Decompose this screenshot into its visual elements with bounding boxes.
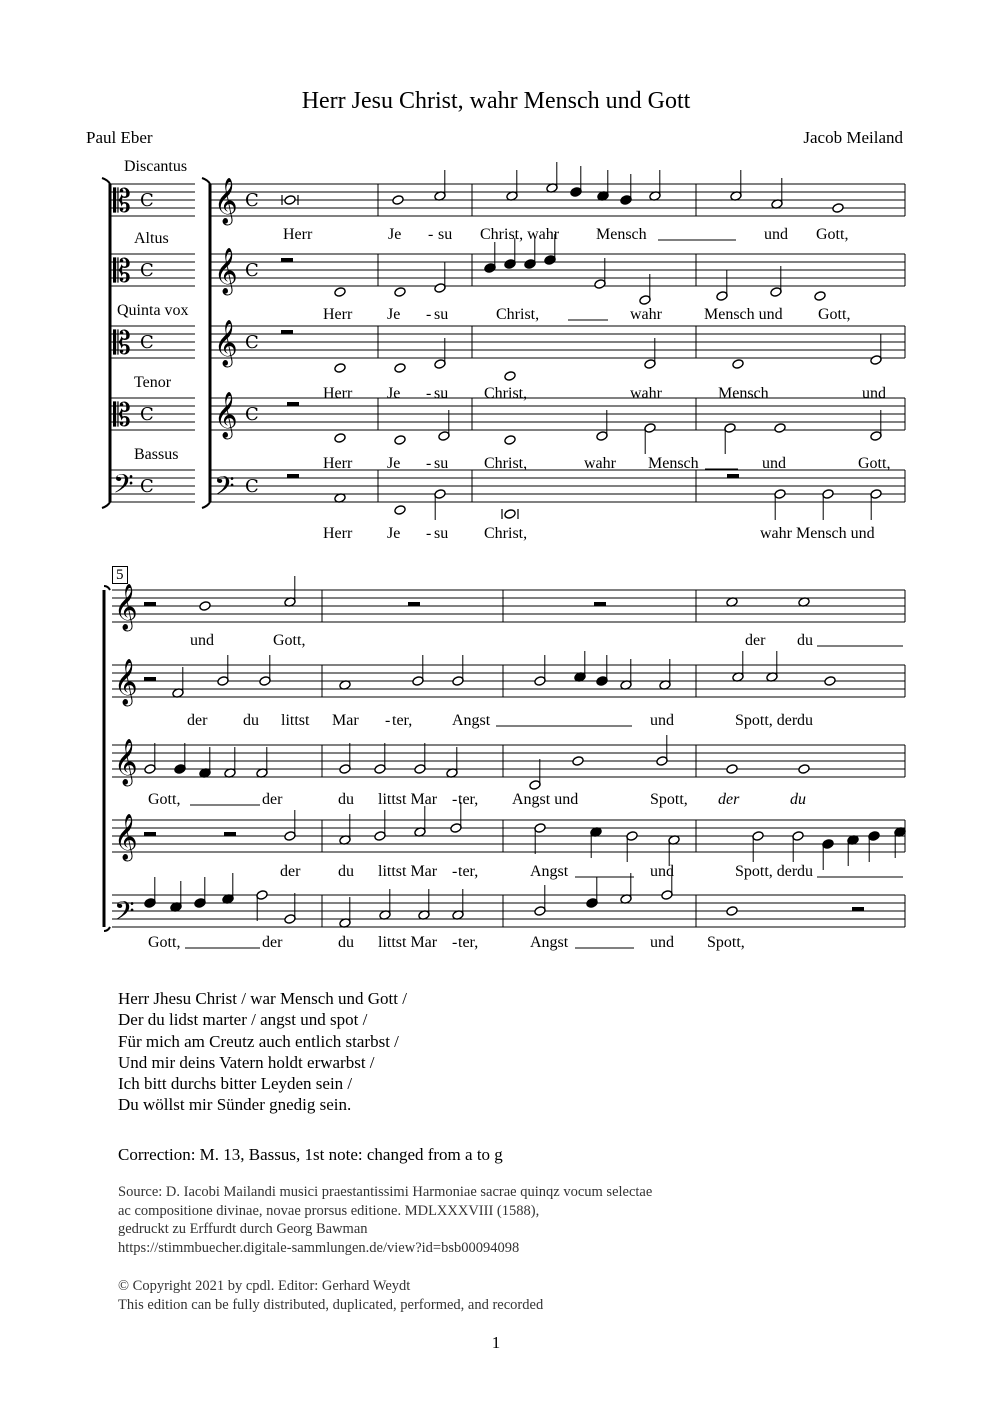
lyric-syllable: du <box>243 712 259 729</box>
lyric-syllable: Gott, <box>273 632 306 649</box>
lyric-syllable: su <box>438 226 453 243</box>
lyric-syllable: Je <box>387 455 401 472</box>
note-head <box>726 764 738 775</box>
lyric-syllable: su <box>434 385 449 402</box>
lyric-syllable: littst Mar <box>378 863 438 880</box>
lyric-syllable: Je <box>388 226 402 243</box>
lyric-syllable: - <box>385 712 391 729</box>
lyric-syllable: ter, <box>458 934 479 951</box>
part-name-bassus: Bassus <box>134 446 179 463</box>
composer-credit: Jacob Meiland <box>803 128 903 147</box>
note-head <box>726 906 738 917</box>
time-signature-icon: C <box>245 404 259 425</box>
poet-credit: Paul Eber <box>86 128 153 147</box>
lyric-syllable: der <box>187 712 208 729</box>
lyric-syllable: Mensch <box>648 455 699 472</box>
lyric-syllable: littst Mar <box>378 791 438 808</box>
lyric-syllable: wahr <box>630 385 662 402</box>
clef-icon: 𝄡 <box>113 252 131 290</box>
lyric-syllable: - <box>426 385 432 402</box>
part-name-tenor: Tenor <box>134 374 172 391</box>
lyric-syllable: Je <box>387 525 401 542</box>
lyric-syllable: und <box>764 226 788 243</box>
lyric-syllable: Mensch <box>596 226 647 243</box>
lyric-syllable: Herr <box>283 226 313 243</box>
lyric-syllable: Spott, <box>707 934 745 951</box>
clef-icon: 𝄞 <box>214 392 238 438</box>
clef-icon: 𝄞 <box>214 178 238 224</box>
lyric-syllable: Herr <box>323 525 353 542</box>
half-rest <box>144 832 156 836</box>
lyric-syllable: - <box>452 791 458 808</box>
note-head <box>824 676 836 687</box>
half-rest <box>852 907 864 911</box>
lyric-syllable: der <box>280 863 301 880</box>
half-rest <box>594 602 606 606</box>
lyric-syllable: su <box>434 455 449 472</box>
lyric-syllable: Herr <box>323 385 353 402</box>
lyric-syllable: Gott, <box>148 791 181 808</box>
note-head <box>798 764 810 775</box>
lyric-syllable: - <box>426 525 432 542</box>
correction-note: Correction: M. 13, Bassus, 1st note: changed from a to g <box>118 1145 503 1164</box>
lyric-syllable: Spott, der <box>735 712 798 729</box>
lyric-syllable: der <box>718 791 740 808</box>
clef-icon: 𝄢 <box>113 468 134 506</box>
lyric-syllable: du <box>797 712 813 729</box>
lyric-syllable: Christ, <box>484 455 528 472</box>
half-rest <box>408 602 420 606</box>
lyric-syllable: du <box>338 863 354 880</box>
note-head <box>199 601 211 612</box>
page-title: Herr Jesu Christ, wahr Mensch und Gott <box>301 88 691 114</box>
clef-icon: 𝄞 <box>114 814 138 860</box>
poem-line: Der du lidst marter / angst und spot / <box>118 1010 368 1030</box>
time-signature-icon: C <box>245 190 259 211</box>
lyric-syllable: Gott, <box>816 226 849 243</box>
clef-icon: 𝄞 <box>114 739 138 785</box>
lyric-syllable: du <box>338 791 354 808</box>
time-signature-icon: C <box>140 404 154 425</box>
lyric-syllable: Angst und <box>512 791 579 808</box>
source-line: Source: D. Iacobi Mailandi musici praestantissimi Harmoniae sacrae quinqz vocum selectae <box>118 1184 653 1200</box>
lyric-syllable: littst Mar <box>378 934 438 951</box>
half-rest <box>144 677 156 681</box>
page-number: 1 <box>491 1333 501 1352</box>
lyric-syllable: Angst <box>530 863 569 880</box>
lyric-syllable: ter, <box>458 863 479 880</box>
lyric-syllable: - <box>426 455 432 472</box>
time-signature-icon: C <box>140 332 154 353</box>
lyric-syllable: - <box>428 226 434 243</box>
lyric-syllable: - <box>452 934 458 951</box>
part-name-discantus: Discantus <box>124 158 188 175</box>
lyric-syllable: Je <box>387 306 401 323</box>
time-signature-icon: C <box>245 476 259 497</box>
source-url: https://stimmbuecher.digitale-sammlungen.de/view?id=bsb00094098 <box>118 1239 520 1256</box>
clef-icon: 𝄢 <box>214 470 235 508</box>
time-signature-icon: C <box>140 260 154 281</box>
lyric-syllable: du <box>797 632 813 649</box>
lyric-syllable: Spott, der <box>735 863 798 880</box>
note-head <box>572 756 584 767</box>
lyric-syllable: Mensch <box>718 385 769 402</box>
clef-icon: 𝄡 <box>113 324 131 362</box>
clef-icon: 𝄞 <box>214 248 238 294</box>
lyric-syllable: Spott, <box>650 791 688 808</box>
lyric-syllable: du <box>790 791 806 808</box>
lyric-syllable: und <box>650 934 674 951</box>
measure-number: 5 <box>112 566 128 584</box>
half-rest <box>224 832 236 836</box>
license-line: This edition can be fully distributed, duplicated, performed, and recorded <box>118 1296 544 1313</box>
poem-line: Herr Jhesu Christ / war Mensch und Gott / <box>118 989 407 1008</box>
lyric-syllable: und <box>762 455 786 472</box>
lyric-syllable: Mensch und <box>704 306 783 323</box>
clef-icon: 𝄞 <box>114 659 138 705</box>
lyric-syllable: Christ, wahr <box>480 226 560 243</box>
lyric-syllable: und <box>190 632 214 649</box>
half-rest <box>144 602 156 606</box>
time-signature-icon: C <box>140 476 154 497</box>
lyric-syllable: und <box>650 712 674 729</box>
part-name-altus: Altus <box>134 230 169 247</box>
lyric-syllable: Herr <box>323 455 353 472</box>
clef-icon: 𝄞 <box>214 320 238 366</box>
lyric-syllable: und <box>862 385 886 402</box>
lyric-syllable: ter, <box>458 791 479 808</box>
time-signature-icon: C <box>245 260 259 281</box>
lyric-syllable: Je <box>387 385 401 402</box>
lyric-syllable: Herr <box>323 306 353 323</box>
lyric-syllable: su <box>434 525 449 542</box>
lyric-syllable: - <box>426 306 432 323</box>
lyric-syllable: wahr <box>584 455 616 472</box>
poem-line: Und mir deins Vatern holdt erwarbst / <box>118 1052 375 1072</box>
lyric-syllable: littst <box>281 712 310 729</box>
lyric-syllable: und <box>650 863 674 880</box>
lyric-syllable: su <box>434 306 449 323</box>
time-signature-icon: C <box>140 190 154 211</box>
lyric-syllable: Christ, <box>484 385 528 402</box>
poem-line: Du wöllst mir Sünder gnedig sein. <box>118 1095 352 1115</box>
clef-icon: 𝄢 <box>114 895 135 933</box>
time-signature-icon: C <box>245 332 259 353</box>
source-note <box>118 1183 652 1257</box>
lyric-syllable: Mar <box>332 712 359 729</box>
lyric-syllable: Gott, <box>818 306 851 323</box>
copyright-note <box>118 1277 543 1314</box>
poem-line: Für mich am Creutz auch entlich starbst / <box>118 1031 399 1051</box>
lyric-syllable: Gott, <box>858 455 891 472</box>
clef-icon: 𝄡 <box>113 396 131 434</box>
lyric-syllable: wahr <box>630 306 662 323</box>
lyric-syllable: Angst <box>530 934 569 951</box>
lyric-syllable: der <box>745 632 766 649</box>
part-name-quinta-vox: Quinta vox <box>117 302 189 319</box>
lyric-syllable: ter, <box>392 712 413 729</box>
clef-icon: 𝄞 <box>114 584 138 630</box>
source-line: gedruckt zu Erffurdt durch Georg Bawman <box>118 1221 368 1238</box>
poem-line: Ich bitt durchs bitter Leyden sein / <box>118 1074 353 1094</box>
poem-text <box>118 988 407 1116</box>
lyric-syllable: Christ, <box>484 525 528 542</box>
copyright-line: © Copyright 2021 by cpdl. Editor: Gerhard Weydt <box>118 1278 411 1294</box>
lyric-syllable: Gott, <box>148 934 181 951</box>
lyric-syllable: Christ, <box>496 306 540 323</box>
lyric-syllable: - <box>452 863 458 880</box>
source-line: ac compositione divinae, novae prorsus editione. MDLXXXVIII (1588), <box>118 1202 540 1219</box>
lyric-syllable: Angst <box>452 712 491 729</box>
lyric-syllable: der <box>262 791 283 808</box>
lyric-syllable: wahr Mensch und <box>760 525 875 542</box>
lyric-syllable: du <box>797 863 813 880</box>
lyric-syllable: der <box>262 934 283 951</box>
lyric-syllable: du <box>338 934 354 951</box>
clef-icon: 𝄡 <box>113 182 131 220</box>
